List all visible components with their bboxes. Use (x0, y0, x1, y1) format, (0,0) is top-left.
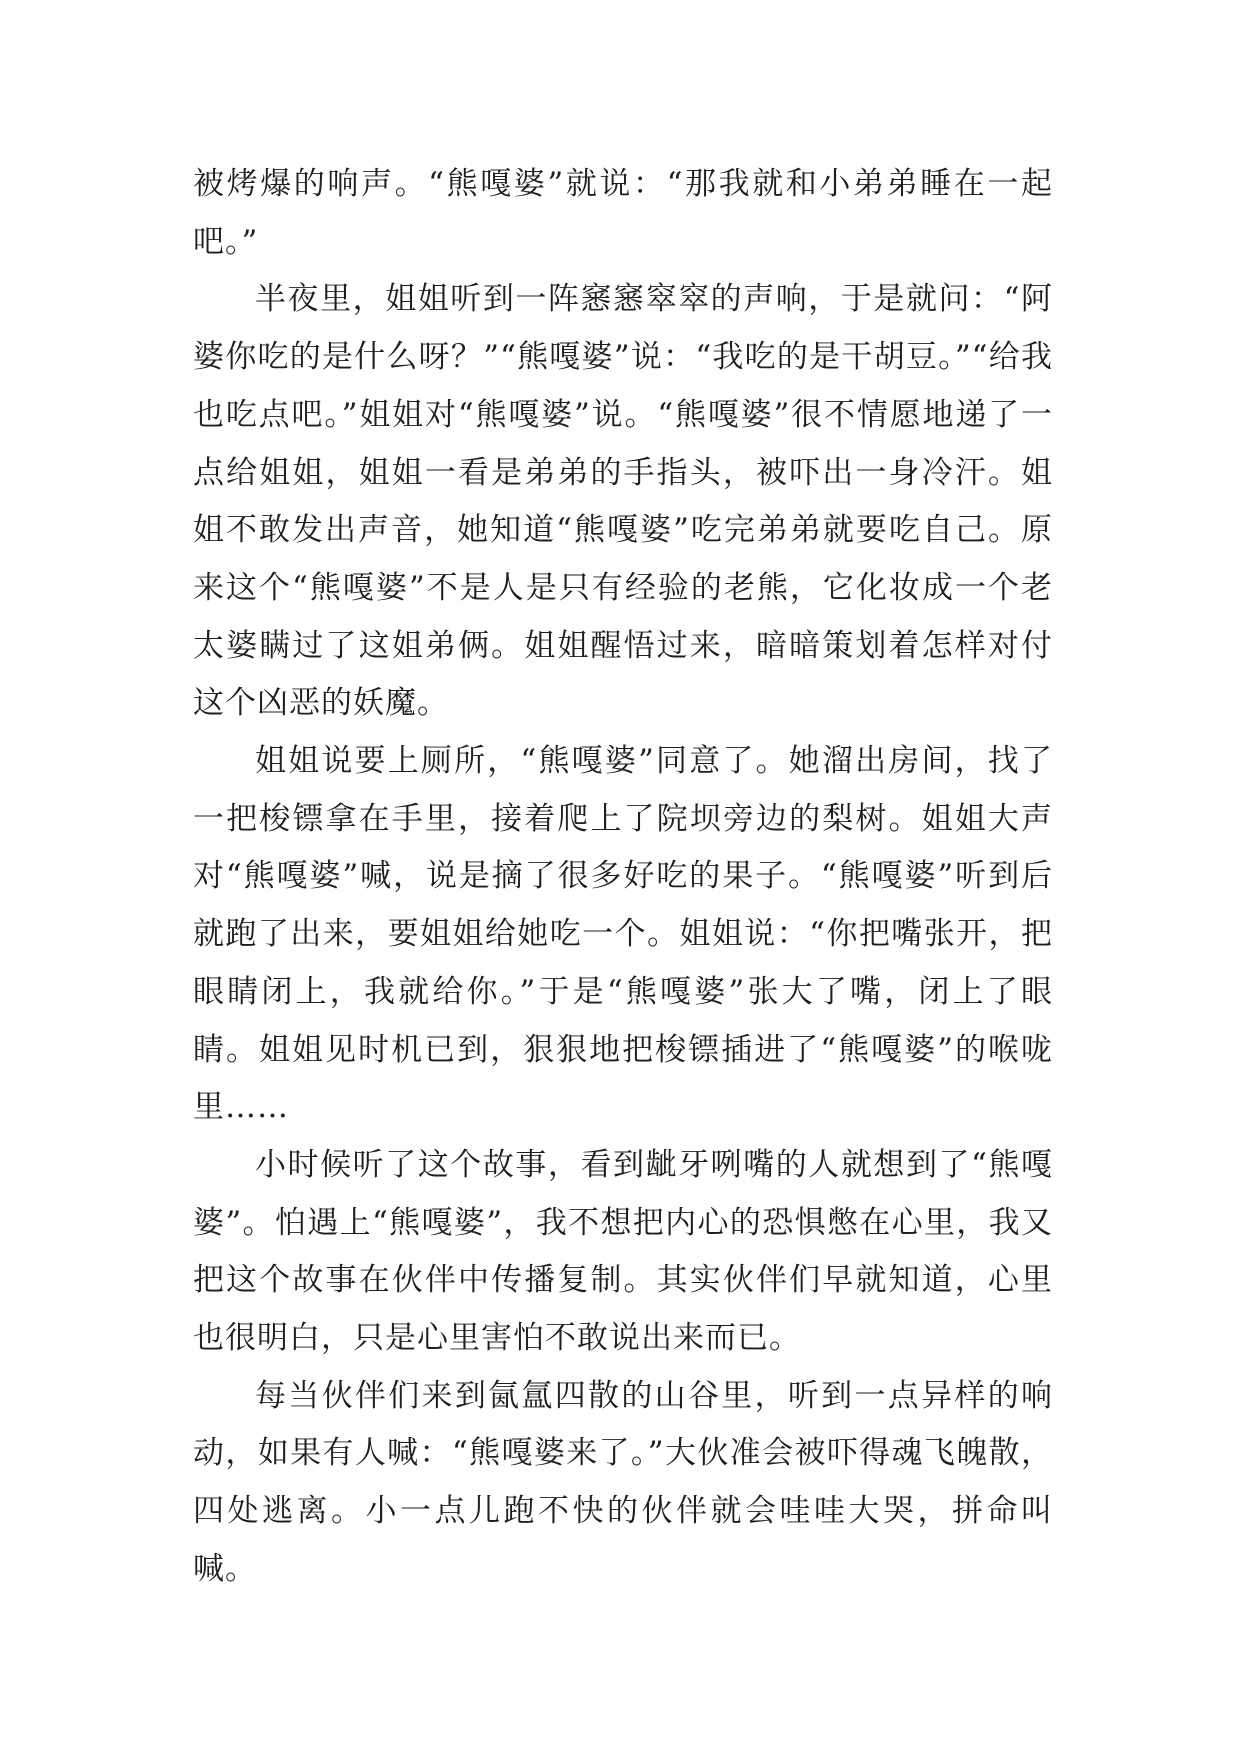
paragraph-3: 姐姐说要上厕所，“熊嘎婆”同意了。她溜出房间，找了一把梭镖拿在手里，接着爬上了院坝旁边的梨树。姐姐大声对“熊嘎婆”喊，说是摘了很多好吃的果子。“熊嘎婆”听到后就跑了出来，要姐姐给她吃一个。姐姐说：“你把嘴张开，把眼睛闭上，我就给你。”于是“熊嘎婆”张大了嘴，闭上了眼睛。姐姐见时机已到，狠狠地把梭镖插进了“熊嘎婆”的喉咙里…… (193, 743, 1053, 1126)
body-text (193, 156, 1053, 1599)
paragraph-1: 被烤爆的响声。“熊嘎婆”就说：“那我就和小弟弟睡在一起吧。” (193, 166, 1053, 260)
paragraph-5: 每当伙伴们来到氤氲四散的山谷里，听到一点异样的响动，如果有人喊：“熊嘎婆来了。”大伙准会被吓得魂飞魄散，四处逃离。小一点儿跑不快的伙伴就会哇哇大哭，拼命叫喊。 (193, 1377, 1053, 1587)
paragraph-4: 小时候听了这个故事，看到龇牙咧嘴的人就想到了“熊嘎婆”。怕遇上“熊嘎婆”，我不想把内心的恐惧憋在心里，我又把这个故事在伙伴中传播复制。其实伙伴们早就知道，心里也很明白，只是心里害怕不敢说出来而已。 (193, 1146, 1053, 1357)
paragraph-2: 半夜里，姐姐听到一阵窸窸窣窣的声响，于是就问：“阿婆你吃的是什么呀？”“熊嘎婆”说：“我吃的是干胡豆。”“给我也吃点吧。”姐姐对“熊嘎婆”说。“熊嘎婆”很不情愿地递了一点给姐姐，姐姐一看是弟弟的手指头，被吓出一身冷汗。姐姐不敢发出声音，她知道“熊嘎婆”吃完弟弟就要吃自己。原来这个“熊嘎婆”不是人是只有经验的老熊，它化妆成一个老太婆瞒过了这姐弟俩。姐姐醒悟过来，暗暗策划着怎样对付这个凶恶的妖魔。 (193, 281, 1053, 722)
